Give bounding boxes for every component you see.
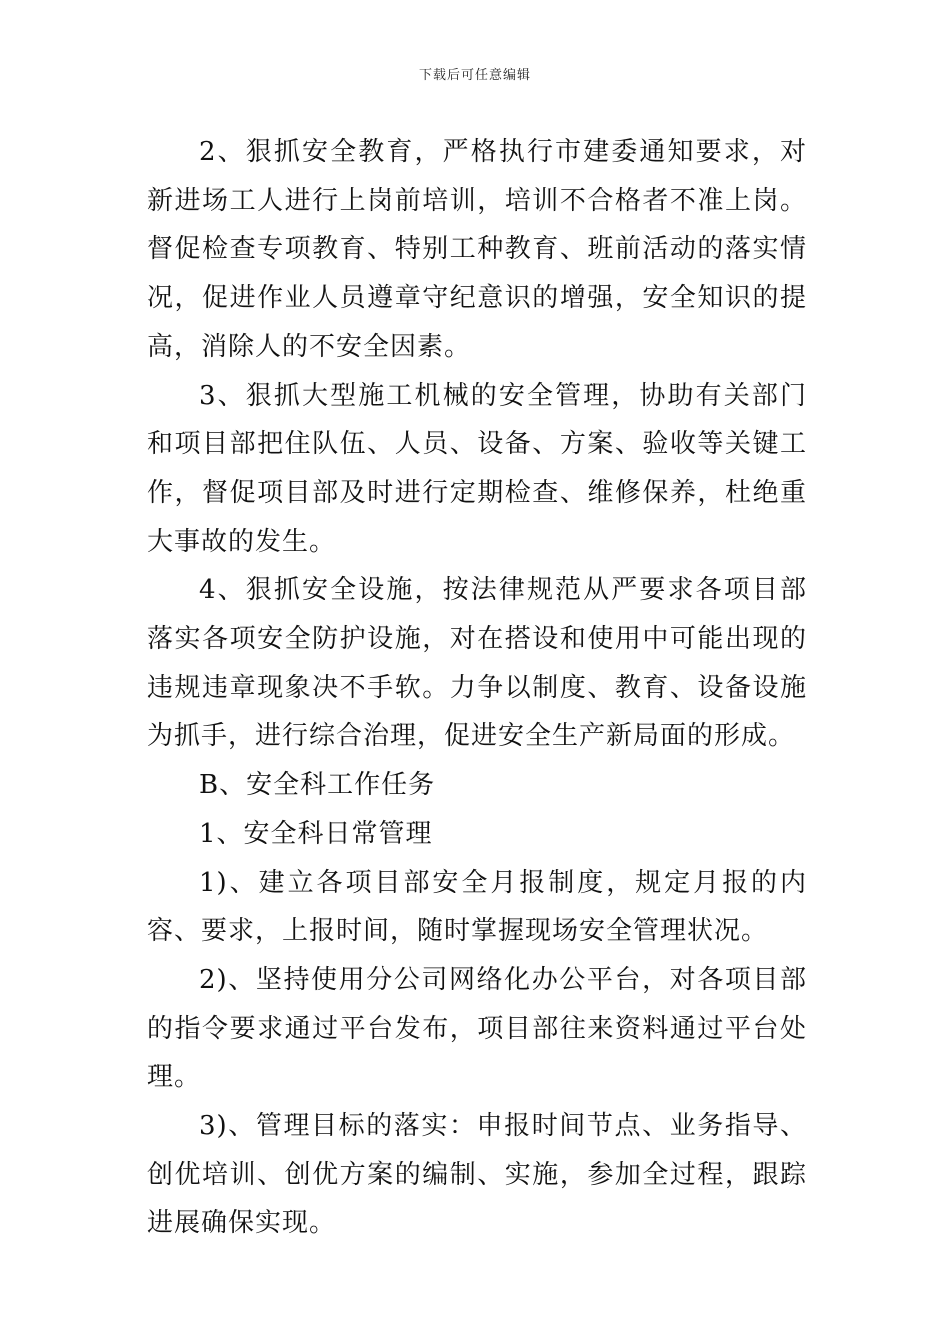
section-heading-b: B、安全科工作任务 <box>199 770 436 801</box>
list-item-monthly-report: 1)、建立各项目部安全月报制度，规定月报的内容、要求，上报时间，随时掌握现场安全管理状况。 <box>147 867 807 947</box>
list-item-management-goals: 3)、管理目标的落实：申报时间节点、业务指导、创优培训、创优方案的编制、实施，参加全过程，跟踪进展确保实现。 <box>147 1111 807 1239</box>
subsection-heading-1: 1、安全科日常管理 <box>199 818 433 849</box>
list-item-office-platform: 2)、坚持使用分公司网络化办公平台，对各项目部的指令要求通过平台发布，项目部往来资料通过平台处理。 <box>147 964 807 1093</box>
document-body <box>147 128 807 1248</box>
paragraph-facilities: 4、狠抓安全设施，按法律规范从严要求各项目部落实各项安全防护设施，对在搭设和使用中可能出现的违规违章现象决不手软。力争以制度、教育、设备设施为抓手，进行综合治理，促进安全生产新局面的形成。 <box>147 575 807 752</box>
page-header-note: 下载后可任意编辑 <box>418 68 531 83</box>
paragraph-education: 2、狠抓安全教育，严格执行市建委通知要求，对新进场工人进行上岗前培训，培训不合格者不准上岗。督促检查专项教育、特别工种教育、班前活动的落实情况，促进作业人员遵章守纪意识的增强，安全知识的提高，消除人的不安全因素。 <box>147 137 807 362</box>
paragraph-machinery: 3、狠抓大型施工机械的安全管理，协助有关部门和项目部把住队伍、人员、设备、方案、验收等关键工作，督促项目部及时进行定期检查、维修保养，杜绝重大事故的发生。 <box>147 380 807 557</box>
